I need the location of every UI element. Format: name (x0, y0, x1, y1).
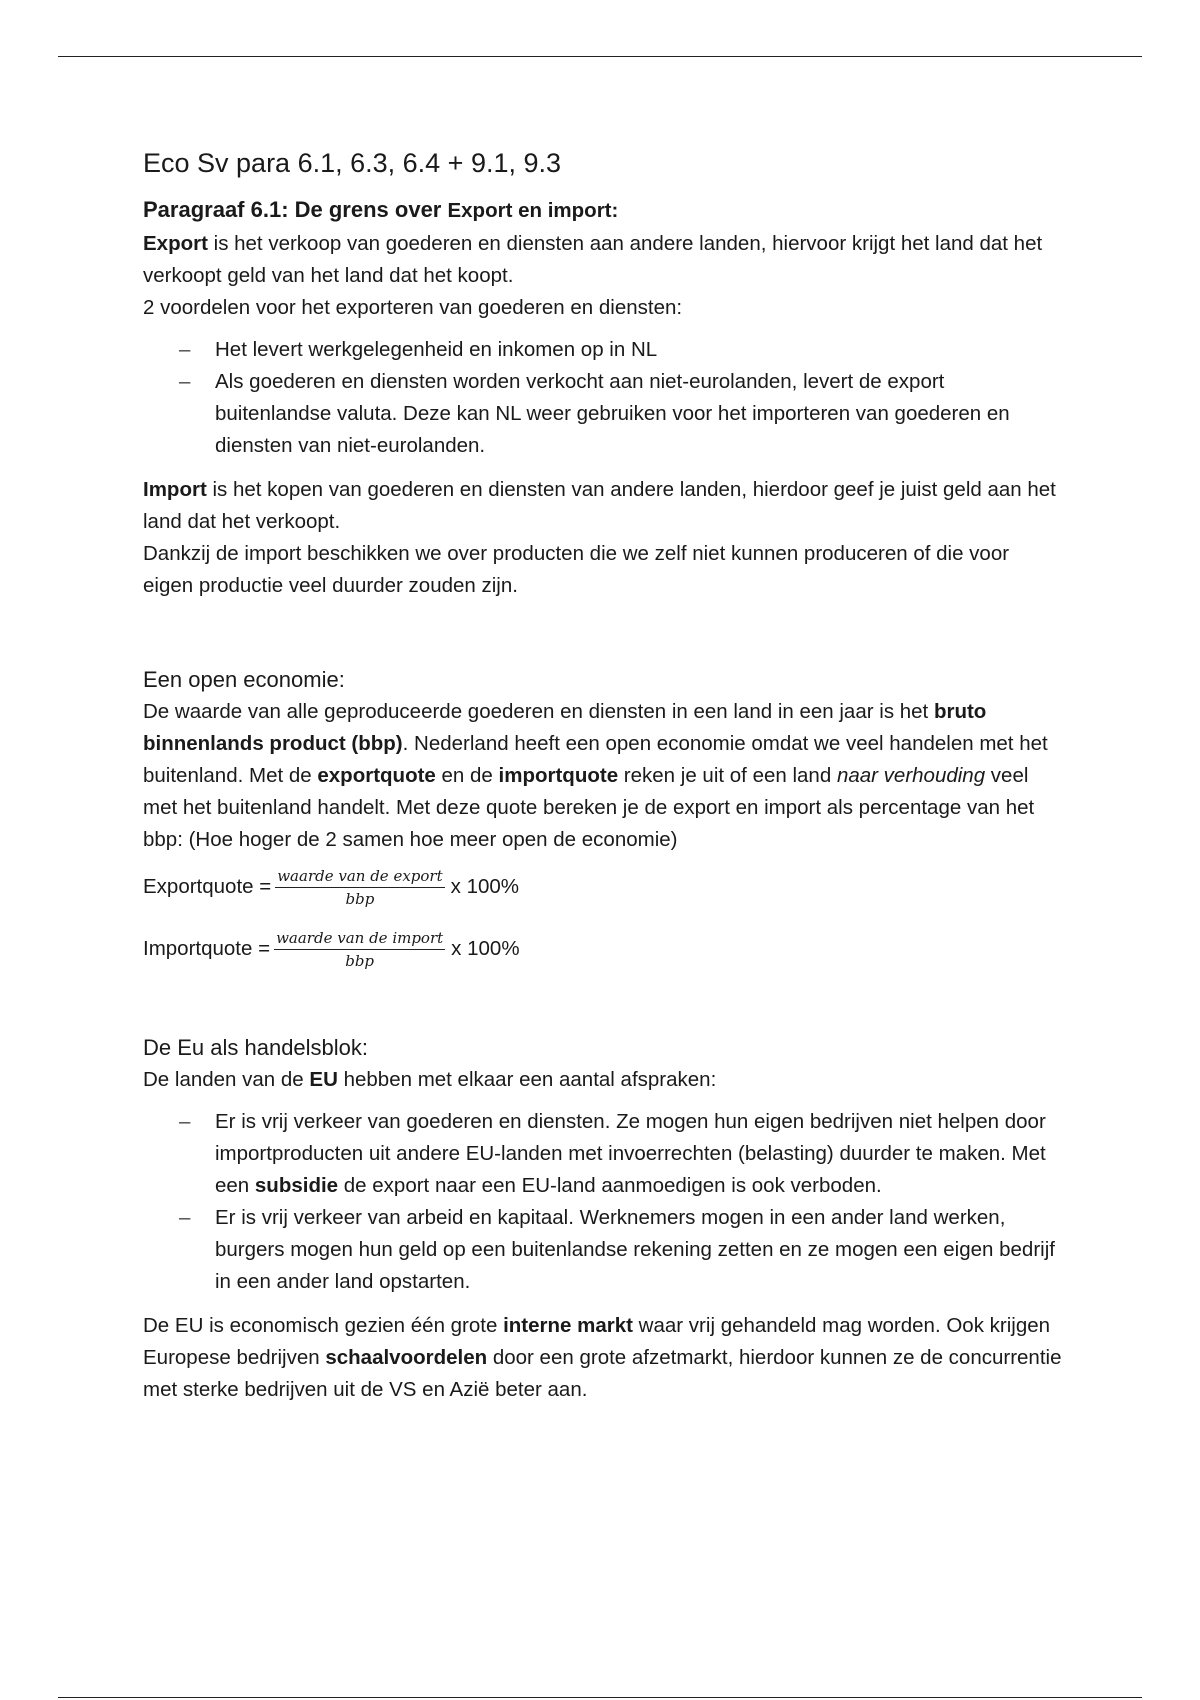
formula-label: Importquote = (143, 937, 271, 960)
fraction-bar (274, 949, 445, 950)
import-benefit: Dankzij de import beschikken we over producten die we zelf niet kunnen produceren of die voor eigen productie veel duurder zouden zijn. (143, 542, 1010, 597)
text-run: De EU is economisch gezien één grote (143, 1314, 504, 1337)
import-definition-text: is het kopen van goederen en diensten van andere landen, hierdoor geef je juist geld aan het land dat het verkoopt. (143, 478, 1056, 533)
fraction-denominator: bbp (345, 889, 375, 908)
text-run: hebben met elkaar een aantal afspraken: (337, 1068, 717, 1091)
spacer (143, 972, 1063, 1032)
formula-suffix: x 100% (451, 937, 520, 960)
text-run: en de (435, 764, 499, 787)
section-heading-open-economy: Een open economie: (143, 667, 345, 692)
list-item (215, 1106, 1063, 1202)
advantages-intro: 2 voordelen voor het exporteren van goederen en diensten: (143, 296, 683, 319)
term-importquote: importquote (498, 764, 619, 787)
import-definition (143, 474, 1063, 538)
list-item: – Er is vrij verkeer van arbeid en kapitaal. Werknemers mogen in een ander land werken, burgers mogen hun geld op een buitenlandse rekening zetten en ze mogen een eigen bedrijf in een ander land opstarten. (215, 1202, 1063, 1298)
export-definition-text: is het verkoop van goederen en diensten aan andere landen, hiervoor krijgt het land dat het verkoopt geld van het land dat het koopt. (143, 232, 1043, 287)
text-run: Er is vrij verkeer van goederen en diensten. Ze mogen hun eigen bedrijven niet helpen door importproducten uit andere EU-landen met invoerrechten (belasting) duurder te maken. Met een (215, 1110, 1046, 1197)
fraction-bar (275, 887, 444, 888)
document-body (143, 143, 1063, 1406)
text-run: door een grote afzetmarkt, hierdoor kunnen ze de concurrentie met sterke bedrijven uit de VS en Azië beter aan. (143, 1346, 1062, 1401)
fraction-numerator: waarde van de export (277, 866, 443, 885)
formula-label: Exportquote = (143, 875, 272, 898)
emphasis-naar-verhouding: naar verhouding (836, 764, 986, 787)
term-bbp: bruto binnenlands product (bbp) (143, 700, 987, 755)
header-rule (58, 56, 1142, 57)
text-run: De landen van de (143, 1068, 310, 1091)
footer-rule (58, 1697, 1142, 1698)
term-export: Export (143, 232, 208, 255)
term-import: Import (143, 478, 207, 501)
term-schaalvoordelen: schaalvoordelen (325, 1346, 488, 1369)
open-economy-paragraph (143, 696, 1063, 856)
eu-intro (143, 1064, 1063, 1096)
formula-suffix: x 100% (450, 875, 520, 898)
list-item: – Als goederen en diensten worden verkocht aan niet-eurolanden, levert de export buitenlandse valuta. Deze kan NL weer gebruiken voor het importeren van goederen en diensten van niet-eurolanden. (215, 366, 1063, 462)
section-heading-export-import (143, 193, 1063, 228)
exportquote-formula (143, 864, 1063, 910)
document-title: Eco Sv para 6.1, 6.3, 6.4 + 9.1, 9.3 (143, 148, 562, 178)
term-exportquote: exportquote (317, 764, 436, 787)
text-run: reken je uit of een land (618, 764, 837, 787)
section-heading-eu: De Eu als handelsblok: (143, 1035, 369, 1060)
term-subsidie: subsidie (254, 1174, 339, 1197)
spacer (143, 602, 1063, 664)
eu-agreements-list (143, 1106, 1063, 1298)
eu-closing-paragraph (143, 1310, 1063, 1406)
text-run: waar vrij gehandeld mag worden. Ook krijgen Europese bedrijven (143, 1314, 1051, 1369)
advantages-list (143, 334, 1063, 462)
list-item: – Het levert werkgelegenheid en inkomen op in NL (215, 334, 1063, 366)
fraction (274, 929, 445, 970)
fraction-numerator: waarde van de import (276, 928, 444, 947)
term-eu: EU (309, 1068, 338, 1091)
fraction (275, 867, 444, 908)
fraction-denominator: bbp (345, 951, 375, 970)
section-heading-main: Paragraaf 6.1: De grens over (143, 197, 448, 222)
term-interne-markt: interne markt (503, 1314, 633, 1337)
text-run: De waarde van alle geproduceerde goederen en diensten in een land in een jaar is het (143, 700, 934, 723)
section-heading-sub: Export en import: (447, 199, 619, 222)
text-run: . Nederland heeft een open economie omdat we veel handelen met het buitenland. Met de (143, 732, 1048, 787)
text-run: veel met het buitenland handelt. Met deze quote bereken je de export en import als percentage van het bbp: (Hoe hoger de 2 samen hoe meer open de economie) (143, 764, 1035, 851)
export-definition (143, 228, 1063, 292)
importquote-formula (143, 926, 1063, 972)
text-run: de export naar een EU-land aanmoedigen is ook verboden. (338, 1174, 882, 1197)
